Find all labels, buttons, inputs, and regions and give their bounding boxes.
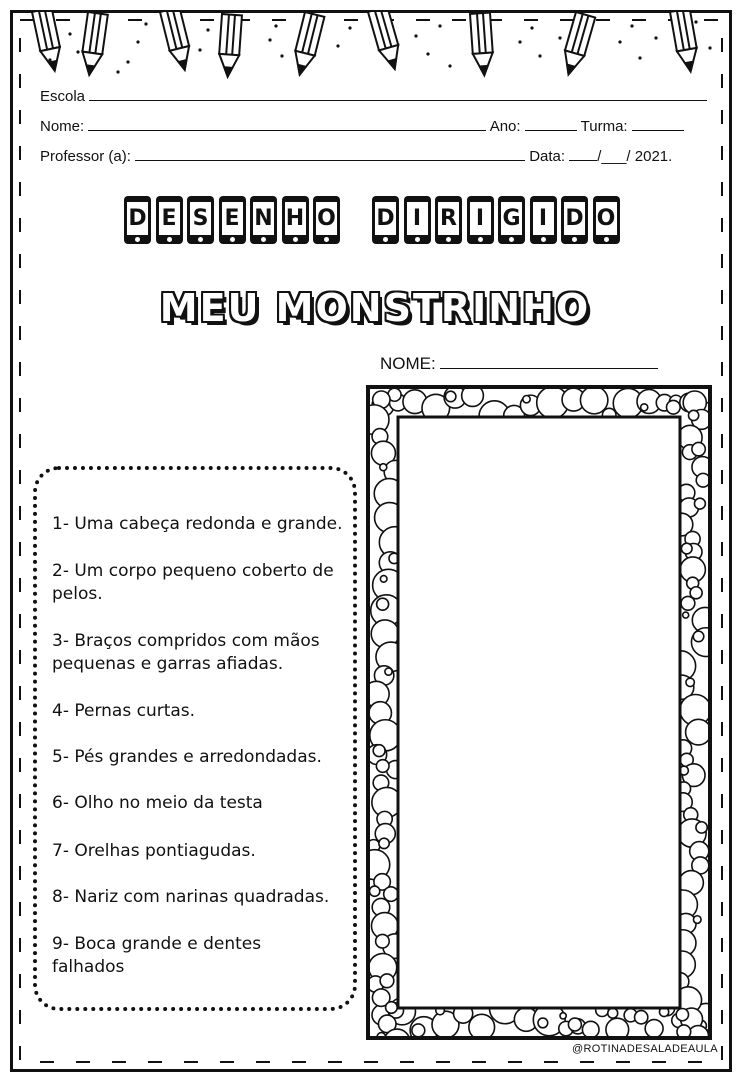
- instruction-item: 8- Nariz com narinas quadradas.: [52, 887, 330, 907]
- pencil-icon: [218, 14, 242, 77]
- title-letter-tile: O: [313, 196, 340, 244]
- activity-subtitle: MEU MONSTRINHO: [159, 286, 591, 330]
- pencil-icon: [79, 12, 107, 76]
- pencil-icon: [470, 13, 494, 76]
- name-label: Nome:: [40, 118, 85, 135]
- instruction-item: 4- Pernas curtas.: [52, 701, 196, 721]
- school-field[interactable]: [40, 86, 707, 105]
- instruction-item: 2- Um corpo pequeno coberto de pelos.: [52, 561, 334, 604]
- pencil-icon: [32, 12, 64, 73]
- date-label: Data:: [529, 148, 566, 165]
- class-label: Turma:: [580, 118, 628, 135]
- page-title: [0, 196, 750, 246]
- title-letter-tile: E: [156, 196, 183, 244]
- instruction-item: 1- Uma cabeça redonda e grande.: [52, 514, 343, 534]
- pencil-decoration: [20, 12, 726, 82]
- title-letter-tile: I: [404, 196, 431, 244]
- student-name-label: NOME:: [380, 354, 436, 373]
- title-letter-tile: S: [187, 196, 214, 244]
- title-letter-tile: O: [593, 196, 620, 244]
- title-letter-tile: D: [124, 196, 151, 244]
- title-letter-tile: E: [219, 196, 246, 244]
- drawing-area[interactable]: [366, 385, 712, 1040]
- pencil-icon: [368, 12, 404, 72]
- title-letter-tile: I: [530, 196, 557, 244]
- school-label: Escola: [40, 88, 86, 105]
- instruction-item: 7- Orelhas pontiagudas.: [52, 841, 256, 861]
- instruction-item: 9- Boca grande e dentes falhados: [52, 934, 262, 977]
- student-name-field[interactable]: [380, 354, 658, 374]
- title-letter-tile: D: [372, 196, 399, 244]
- teacher-field[interactable]: [40, 146, 672, 165]
- pencil-icon: [559, 12, 595, 77]
- name-field[interactable]: [40, 116, 684, 135]
- date-value: /___/ 2021.: [597, 148, 673, 165]
- year-label: Ano:: [489, 118, 521, 135]
- credit-text: @ROTINADESALADEAULA: [572, 1043, 718, 1055]
- title-letter-tile: H: [282, 196, 309, 244]
- title-letter-tile: G: [498, 196, 525, 244]
- instruction-item: 3- Braços compridos com mãos pequenas e garras afiadas.: [52, 631, 320, 674]
- title-letter-tile: I: [467, 196, 494, 244]
- title-letter-tile: D: [561, 196, 588, 244]
- pencil-icon: [290, 12, 324, 77]
- instruction-item: 5- Pés grandes e arredondadas.: [52, 747, 322, 767]
- title-letter-tile: R: [435, 196, 462, 244]
- instructions-box: [33, 466, 357, 1011]
- instruction-item: 6- Olho no meio da testa: [52, 793, 263, 813]
- teacher-label: Professor (a):: [40, 148, 131, 165]
- pencil-icon: [160, 12, 194, 72]
- title-letter-tile: N: [250, 196, 277, 244]
